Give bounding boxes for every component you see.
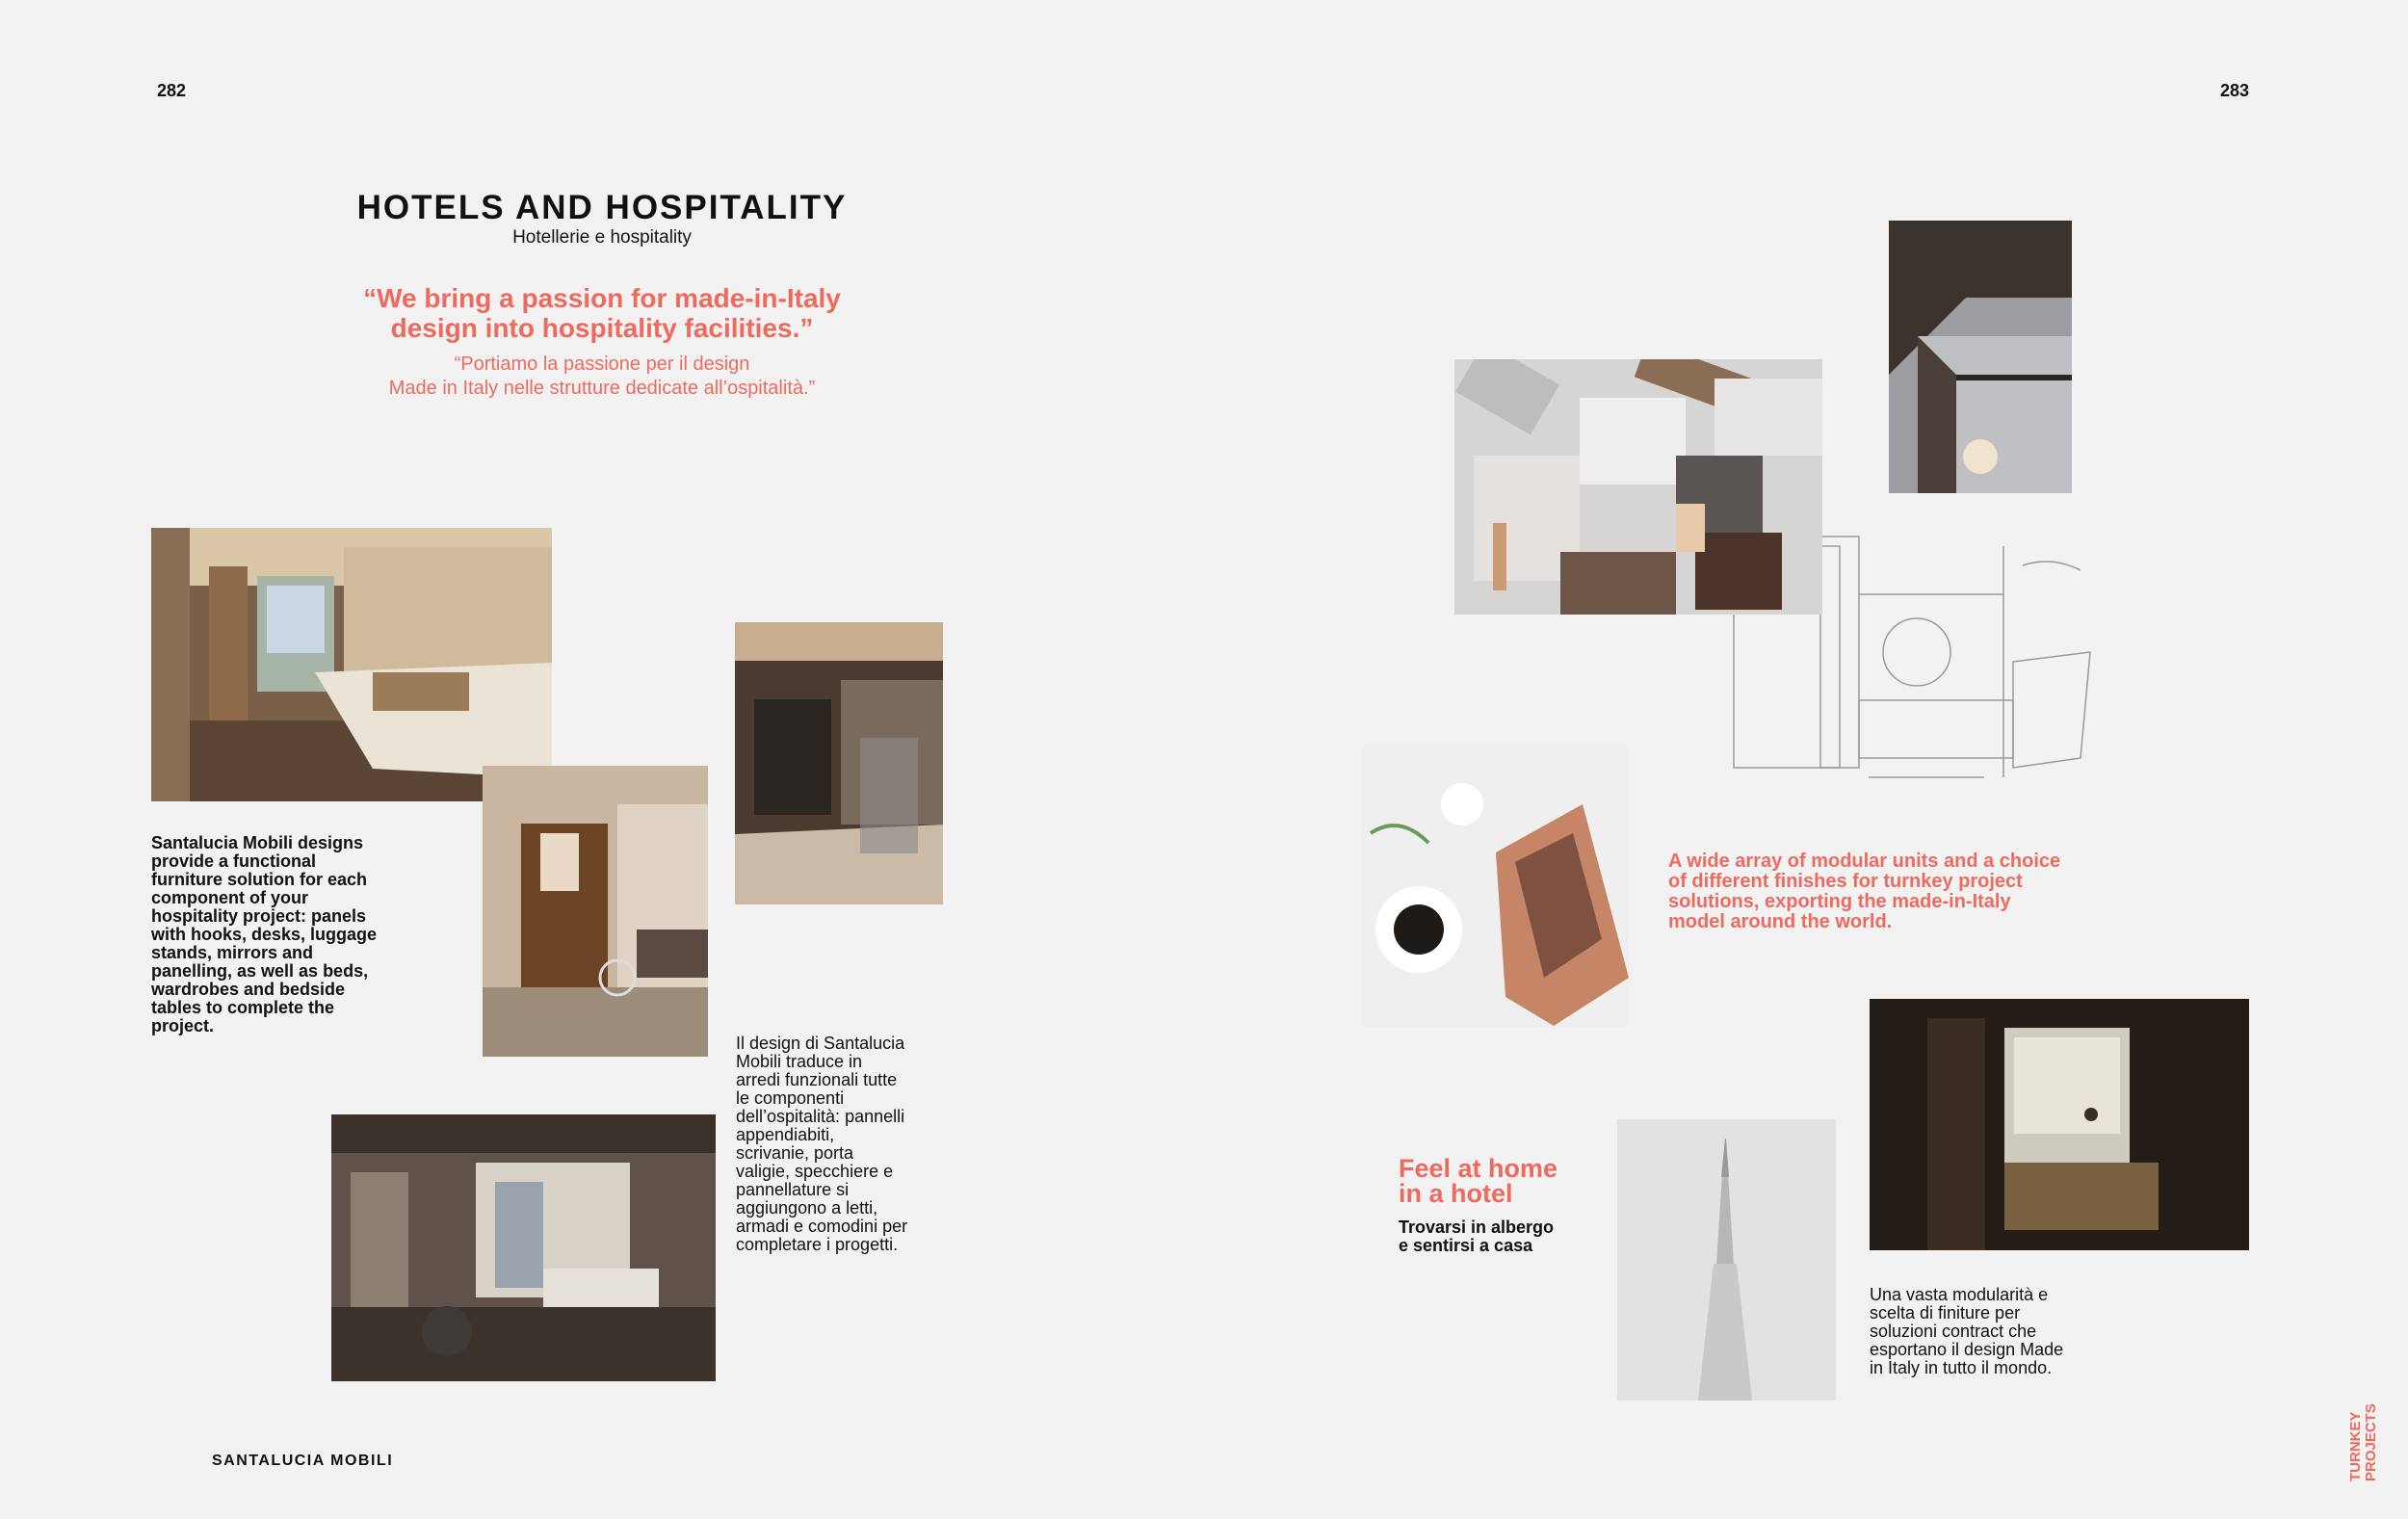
turnkey-projects-side-label xyxy=(2348,1327,2379,1481)
hotel-open-room-photo xyxy=(331,1114,716,1381)
body-text-italian: Il design di Santalucia Mobili traduce in arredi funzionali tutte le componenti dell’ospitalità: pannelli appendiabiti, scrivanie, porta valigie, specchiere e pannellature si aggiungono a letti, armadi e comodini per completare i progetti. xyxy=(736,1034,908,1254)
feel-at-home-line-2: in a hotel xyxy=(1399,1179,1513,1208)
side-label-line-2: PROJECTS xyxy=(2363,1403,2379,1481)
coffee-magazine-photo xyxy=(1361,746,1629,1027)
page-subtitle: Hotellerie e hospitality xyxy=(512,227,692,248)
page-number-right: 283 xyxy=(2220,81,2250,100)
feel-at-home-line-1: Feel at home xyxy=(1399,1154,1558,1183)
quote-english-line-1: “We bring a passion for made-in-Italy xyxy=(363,283,841,313)
feel-at-home-subheading xyxy=(1399,1218,1649,1255)
quote-italian-line-2: Made in Italy nelle strutture dedicate all’ospitalità.” xyxy=(388,378,816,399)
modular-text-italian: Una vasta modularità e scelta di finiture per soluzioni contract che esportano il design Made in Italy in tutto il mondo. xyxy=(1870,1285,2064,1377)
quote-english-line-2: design into hospitality facilities.” xyxy=(390,313,814,343)
body-text-english: Santalucia Mobili designs provide a functional furniture solution for each component of your hospitality project: panels with hooks, desks, luggage stands, mirrors and panelling, as well as beds, wardrobes and bedside tables to complete the project. xyxy=(151,833,378,1035)
brand-logo-text: SANTALUCIA MOBILI xyxy=(212,1453,394,1469)
hotel-bedroom-photo xyxy=(151,528,552,801)
feel-at-home-sub-line-2: e sentirsi a casa xyxy=(1399,1236,1533,1255)
hotel-room-wardrobe-photo xyxy=(483,766,708,1057)
feel-at-home-heading xyxy=(1399,1156,1649,1206)
modular-text-english: A wide array of modular units and a choice of different finishes for turnkey project solutions, exporting the made-in-Italy model around the world. xyxy=(1668,851,2061,932)
hotel-window-photo xyxy=(1870,999,2249,1250)
feel-at-home-sub-line-1: Trovarsi in albergo xyxy=(1399,1218,1555,1237)
quote-italian xyxy=(289,353,915,401)
quote-italian-line-1: “Portiamo la passione per il design xyxy=(454,354,750,375)
hotel-corridor-photo xyxy=(735,622,943,904)
quote-english xyxy=(289,283,915,343)
side-label-line-1: TURNKEY xyxy=(2347,1411,2364,1481)
lobby-overhead-photo xyxy=(1889,221,2072,493)
page-title: HOTELS AND HOSPITALITY xyxy=(356,189,848,226)
page-number-left: 282 xyxy=(157,81,187,100)
skyscraper-photo xyxy=(1617,1119,1836,1401)
material-samples-photo xyxy=(1454,359,1822,615)
